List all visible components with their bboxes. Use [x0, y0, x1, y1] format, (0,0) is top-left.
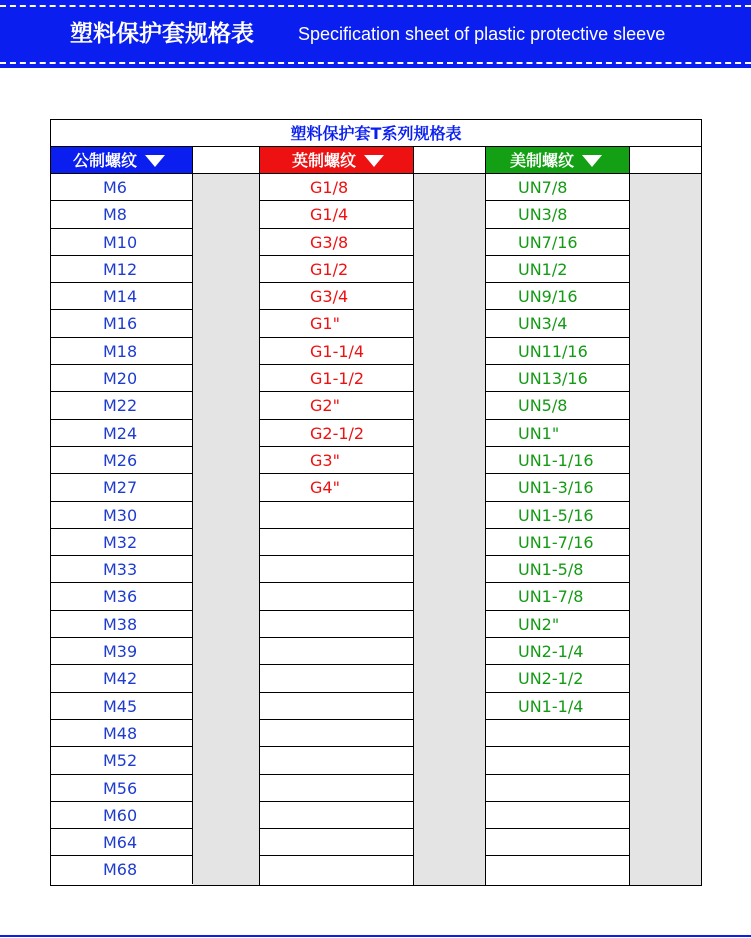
table-row: M60 — [51, 802, 192, 829]
table-row: G1-1/2 — [260, 365, 413, 392]
table-row: M26 — [51, 447, 192, 474]
table-row: M27 — [51, 474, 192, 501]
table-row: M18 — [51, 338, 192, 365]
triangle-down-icon — [145, 155, 165, 167]
header-banner — [0, 0, 751, 68]
table-row — [260, 556, 413, 583]
column-us — [486, 147, 630, 884]
table-row: M20 — [51, 365, 192, 392]
table-row: G3/4 — [260, 283, 413, 310]
table-title: 塑料保护套T系列规格表 — [51, 120, 701, 147]
column-header-metric[interactable] — [51, 147, 193, 174]
header-spacer — [630, 147, 701, 174]
table-row: UN5/8 — [486, 392, 630, 419]
table-row — [486, 856, 630, 883]
column-metric — [51, 147, 193, 884]
table-row: M48 — [51, 720, 192, 747]
spec-table — [50, 119, 702, 886]
banner-dashed-line-bottom — [0, 62, 751, 64]
table-row: M6 — [51, 174, 192, 201]
table-row: M10 — [51, 229, 192, 256]
table-row: UN2" — [486, 611, 630, 638]
page-title-cn: 塑料保护套规格表 — [70, 21, 254, 47]
table-row — [260, 611, 413, 638]
table-row: G1/4 — [260, 201, 413, 228]
table-row: M39 — [51, 638, 192, 665]
table-row — [260, 638, 413, 665]
table-row: UN11/16 — [486, 338, 630, 365]
table-row: M32 — [51, 529, 192, 556]
us-list — [486, 174, 630, 884]
table-row: M14 — [51, 283, 192, 310]
table-row — [260, 856, 413, 883]
header-spacer — [414, 147, 485, 174]
table-row: UN1-5/8 — [486, 556, 630, 583]
table-row: UN7/8 — [486, 174, 630, 201]
page-title-en: Specification sheet of plastic protective sleeve — [298, 24, 666, 44]
gray-spacer-column — [414, 174, 485, 885]
triangle-down-icon — [582, 155, 602, 167]
table-row: UN1-3/16 — [486, 474, 630, 501]
table-row: UN9/16 — [486, 283, 630, 310]
table-row: G1/2 — [260, 256, 413, 283]
table-row: G4" — [260, 474, 413, 501]
table-row — [260, 747, 413, 774]
column-imperial — [260, 147, 413, 884]
table-row — [486, 747, 630, 774]
table-row — [260, 665, 413, 692]
table-row: UN1" — [486, 420, 630, 447]
table-row: M56 — [51, 775, 192, 802]
column-header-label: 公制螺纹 — [73, 151, 138, 170]
table-row — [260, 502, 413, 529]
table-row: M52 — [51, 747, 192, 774]
table-row: G2" — [260, 392, 413, 419]
table-row: UN1-7/16 — [486, 529, 630, 556]
table-row: G1/8 — [260, 174, 413, 201]
table-row: G1-1/4 — [260, 338, 413, 365]
table-row: M45 — [51, 693, 192, 720]
table-row: UN3/8 — [486, 201, 630, 228]
table-row: UN1-1/4 — [486, 693, 630, 720]
table-row: UN2-1/4 — [486, 638, 630, 665]
table-row: UN1/2 — [486, 256, 630, 283]
table-row — [260, 583, 413, 610]
table-row — [260, 775, 413, 802]
gray-spacer-column — [193, 174, 259, 885]
table-row — [260, 693, 413, 720]
table-row: UN3/4 — [486, 310, 630, 337]
table-row: G3" — [260, 447, 413, 474]
table-row — [260, 529, 413, 556]
table-row: M16 — [51, 310, 192, 337]
column-header-us[interactable] — [486, 147, 630, 174]
table-row: M68 — [103, 860, 138, 880]
metric-list — [51, 174, 193, 884]
gray-spacer-column — [630, 174, 701, 885]
table-row: M36 — [51, 583, 192, 610]
table-row: G1" — [260, 310, 413, 337]
column-header-label: 美制螺纹 — [510, 151, 575, 170]
table-row: M22 — [51, 392, 192, 419]
table-row — [260, 802, 413, 829]
table-row — [486, 720, 630, 747]
table-row — [260, 829, 413, 856]
table-row: M33 — [51, 556, 192, 583]
table-row: UN13/16 — [486, 365, 630, 392]
table-row: M42 — [51, 665, 192, 692]
imperial-list — [260, 174, 413, 884]
table-row: G3/8 — [260, 229, 413, 256]
table-row: M38 — [51, 611, 192, 638]
table-row: UN1-7/8 — [486, 583, 630, 610]
table-row: M24 — [51, 420, 192, 447]
column-header-label: 英制螺纹 — [292, 151, 357, 170]
table-row: UN1-1/16 — [486, 447, 630, 474]
table-row — [260, 720, 413, 747]
header-spacer — [193, 147, 259, 174]
table-row — [486, 829, 630, 856]
table-row: M12 — [51, 256, 192, 283]
table-row: UN7/16 — [486, 229, 630, 256]
column-header-imperial[interactable] — [260, 147, 413, 174]
triangle-down-icon — [364, 155, 384, 167]
table-row: M64 — [51, 829, 192, 856]
footer-line — [0, 935, 751, 937]
table-row: M30 — [51, 502, 192, 529]
table-row: UN2-1/2 — [486, 665, 630, 692]
banner-dashed-line-top — [0, 5, 751, 7]
table-row — [486, 802, 630, 829]
table-row: UN1-5/16 — [486, 502, 630, 529]
table-row: G2-1/2 — [260, 420, 413, 447]
table-row: M8 — [51, 201, 192, 228]
table-row — [486, 775, 630, 802]
